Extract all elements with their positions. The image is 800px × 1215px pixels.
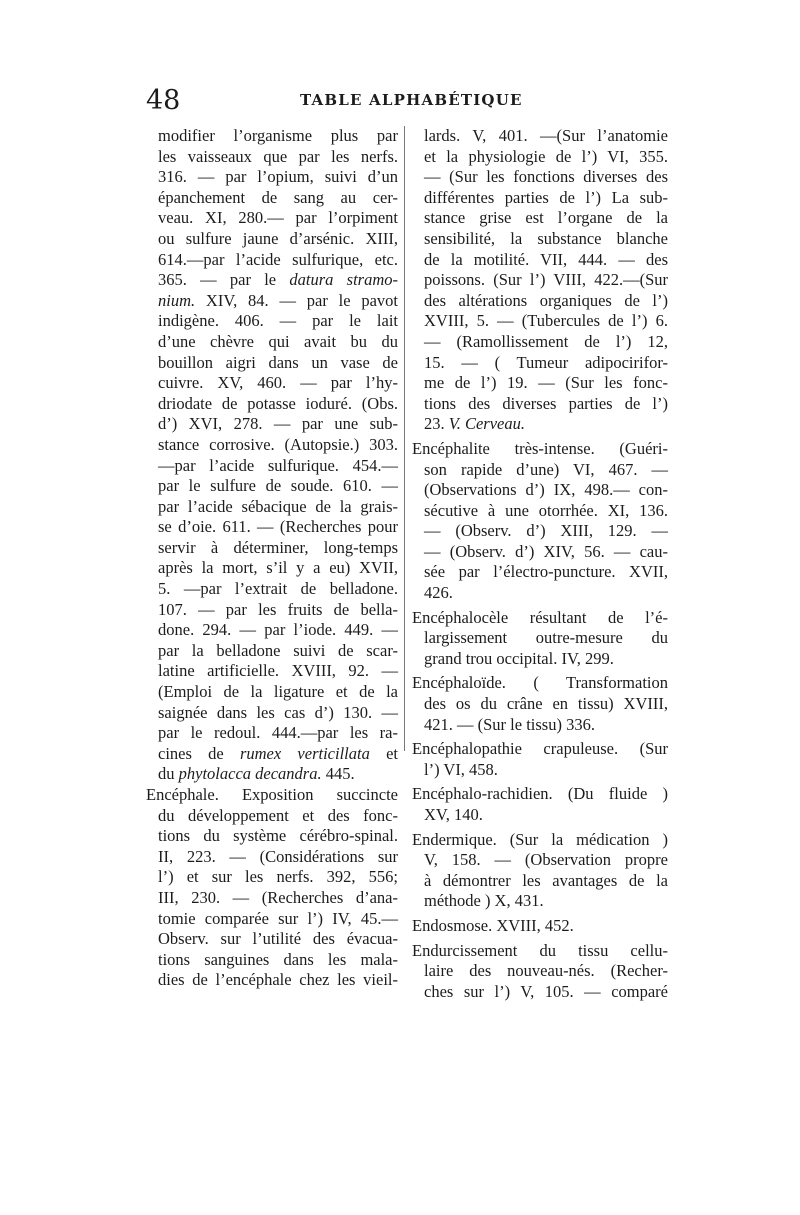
index-line bbox=[146, 353, 398, 374]
line-text: poissons. (Sur l’) VIII, 422.—(Sur bbox=[424, 270, 668, 290]
line-text: ou sulfure jaune d’arsénic. XIII, bbox=[158, 228, 398, 248]
line-text: des altérations organiques de l’) bbox=[424, 290, 668, 310]
index-line bbox=[146, 517, 398, 538]
index-line bbox=[146, 744, 398, 765]
line-text: XVIII, 5. — (Tubercules de l’) 6. bbox=[424, 311, 668, 331]
line-text: du développement et des fonc- bbox=[158, 805, 398, 825]
line-text: done. 294. — par l’iode. 449. — bbox=[158, 620, 398, 640]
line-text: sée par l’électro-puncture. XVII, bbox=[424, 562, 668, 582]
line-text: 107. — par les fruits de bella- bbox=[158, 599, 398, 619]
index-line bbox=[146, 641, 398, 662]
line-text: 316. — par l’opium, suivi d’un bbox=[158, 167, 398, 187]
index-line bbox=[146, 229, 398, 250]
line-text: sensibilité, la substance blanche bbox=[424, 228, 668, 248]
index-line bbox=[146, 867, 398, 888]
line-text: des os du crâne en tissu) XVIII, bbox=[424, 694, 668, 714]
italic-term: phytolacca decandra. bbox=[178, 764, 322, 784]
index-entry-line bbox=[412, 941, 668, 962]
line-text: 614.—par l’acide sulfurique, etc. bbox=[158, 249, 398, 269]
index-line bbox=[146, 332, 398, 353]
left-column bbox=[146, 126, 398, 991]
line-text: 426. bbox=[424, 583, 453, 603]
index-line bbox=[412, 311, 668, 332]
index-line bbox=[146, 764, 398, 785]
italic-term: rumex verticillata bbox=[239, 743, 370, 763]
line-text: méthode ) X, 431. bbox=[424, 891, 544, 911]
index-line bbox=[146, 208, 398, 229]
line-text: d’) XVI, 278. — par une sub- bbox=[158, 414, 398, 434]
line-text: —par l’acide sulfurique. 454.— bbox=[158, 455, 398, 475]
index-line bbox=[412, 562, 668, 583]
index-line bbox=[146, 291, 398, 312]
line-text: II, 223. — (Considérations sur bbox=[158, 846, 398, 866]
index-line bbox=[412, 694, 668, 715]
index-line bbox=[412, 291, 668, 312]
index-line bbox=[412, 480, 668, 501]
index-line bbox=[412, 270, 668, 291]
line-text: 421. — (Sur le tissu) 336. bbox=[424, 714, 595, 734]
line-text: différentes parties de l’) La sub- bbox=[424, 187, 668, 207]
index-line bbox=[146, 538, 398, 559]
index-line bbox=[146, 311, 398, 332]
line-text: l’) et sur les nerfs. 392, 556; bbox=[158, 867, 398, 887]
line-text: Encéphalopathie crapuleuse. (Sur bbox=[412, 739, 668, 759]
index-line bbox=[146, 682, 398, 703]
index-line bbox=[146, 435, 398, 456]
line-text: III, 230. — (Recherches d’ana- bbox=[158, 887, 398, 907]
line-text: latine artificielle. XVIII, 92. — bbox=[158, 661, 398, 681]
index-line bbox=[146, 620, 398, 641]
index-line bbox=[412, 188, 668, 209]
index-line bbox=[412, 760, 668, 781]
line-text: son rapide d’une) VI, 467. — bbox=[424, 459, 668, 479]
index-line bbox=[412, 982, 668, 1003]
index-line bbox=[146, 414, 398, 435]
index-line bbox=[146, 456, 398, 477]
line-text: Encéphalite très-intense. (Guéri- bbox=[412, 438, 668, 458]
right-column bbox=[412, 126, 668, 1002]
index-entry-line bbox=[412, 739, 668, 760]
line-text: tions des diverses parties de l’) bbox=[424, 393, 668, 413]
line-text: (Observations d’) IX, 498.— con- bbox=[424, 480, 668, 500]
index-line bbox=[146, 950, 398, 971]
index-line bbox=[146, 373, 398, 394]
line-text: sécutive à une otorrhée. XI, 136. bbox=[424, 500, 668, 520]
line-text: saignée dans les cas d’) 130. — bbox=[158, 702, 398, 722]
line-text: cines de bbox=[158, 743, 240, 763]
line-text: tions sanguines dans les mala- bbox=[158, 949, 398, 969]
line-text: Encéphale. Exposition succincte bbox=[146, 785, 398, 804]
index-line bbox=[412, 208, 668, 229]
index-line bbox=[412, 167, 668, 188]
index-line bbox=[146, 970, 398, 991]
index-line bbox=[146, 847, 398, 868]
index-line bbox=[146, 497, 398, 518]
index-line bbox=[146, 188, 398, 209]
index-line bbox=[412, 126, 668, 147]
italic-term: V. Cerveau. bbox=[448, 414, 525, 434]
line-text: Observ. sur l’utilité des évacua- bbox=[158, 929, 398, 949]
line-text: — (Ramollissement de l’) 12, bbox=[424, 331, 668, 351]
index-line bbox=[146, 806, 398, 827]
line-text: l’) VI, 458. bbox=[424, 759, 498, 779]
line-text: et la physiologie de l’) VI, 355. bbox=[424, 146, 668, 166]
line-text: XIV, 84. — par le pavot bbox=[195, 290, 398, 310]
index-line bbox=[412, 715, 668, 736]
line-text: du bbox=[158, 764, 179, 784]
line-text: Encéphalocèle résultant de l’é- bbox=[412, 607, 668, 627]
index-line bbox=[412, 871, 668, 892]
line-text: me de l’) 19. — (Sur les fonc- bbox=[424, 373, 668, 393]
index-line bbox=[146, 394, 398, 415]
index-line bbox=[412, 460, 668, 481]
line-text: — (Observ. d’) XIII, 129. — bbox=[424, 521, 668, 541]
index-entry-line bbox=[412, 916, 668, 937]
line-text: d’une chèvre qui avait bu du bbox=[158, 331, 398, 351]
line-text: Endurcissement du tissu cellu- bbox=[412, 940, 668, 960]
index-line bbox=[146, 147, 398, 168]
index-line bbox=[146, 270, 398, 291]
line-text: par le sulfure de soude. 610. — bbox=[158, 476, 398, 496]
index-line bbox=[412, 394, 668, 415]
line-text: cuivre. XV, 460. — par l’hy- bbox=[158, 373, 398, 393]
line-text: par la belladone suivi de scar- bbox=[158, 640, 398, 660]
line-text: Encéphaloïde. ( Transformation bbox=[412, 673, 668, 693]
page-number: 48 bbox=[146, 85, 181, 116]
index-line bbox=[146, 600, 398, 621]
index-line bbox=[412, 542, 668, 563]
italic-term: datura stramo- bbox=[289, 270, 398, 290]
index-line bbox=[412, 850, 668, 871]
index-line bbox=[412, 373, 668, 394]
line-text: 445. bbox=[321, 764, 355, 784]
line-text: XV, 140. bbox=[424, 805, 483, 824]
running-title: TABLE ALPHABÉTIQUE bbox=[300, 91, 523, 109]
index-line bbox=[146, 826, 398, 847]
index-line bbox=[412, 414, 668, 435]
index-line bbox=[412, 353, 668, 374]
line-text: V, 158. — (Observation propre bbox=[424, 850, 668, 870]
line-text: Endosmose. XVIII, 452. bbox=[412, 915, 574, 935]
index-line bbox=[146, 476, 398, 497]
index-line bbox=[146, 888, 398, 909]
index-line bbox=[146, 579, 398, 600]
line-text: — (Sur les fonctions diverses des bbox=[424, 167, 668, 187]
line-text: les vaisseaux que par les nerfs. bbox=[158, 146, 398, 166]
line-text: driodate de potasse ioduré. (Obs. bbox=[158, 393, 398, 413]
index-line bbox=[146, 167, 398, 188]
line-text: — (Observ. d’) XIV, 56. — cau- bbox=[424, 541, 668, 561]
index-line bbox=[412, 501, 668, 522]
index-entry-line bbox=[412, 784, 668, 805]
line-text: grand trou occipital. IV, 299. bbox=[424, 648, 614, 668]
index-line bbox=[146, 909, 398, 930]
line-text: par l’acide sébacique de la grais- bbox=[158, 496, 398, 516]
index-line bbox=[412, 628, 668, 649]
line-text: dies de l’encéphale chez les vieil- bbox=[158, 970, 398, 990]
line-text: Encéphalo-rachidien. (Du fluide ) bbox=[412, 784, 668, 804]
index-line bbox=[146, 250, 398, 271]
line-text: stance corrosive. (Autopsie.) 303. bbox=[158, 434, 398, 454]
index-line bbox=[412, 961, 668, 982]
index-line bbox=[412, 229, 668, 250]
index-line bbox=[412, 147, 668, 168]
index-line bbox=[146, 558, 398, 579]
index-entry-line bbox=[412, 673, 668, 694]
line-text: 365. — par le bbox=[158, 270, 290, 290]
line-text: largissement outre-mesure du bbox=[424, 628, 668, 648]
line-text: à démontrer les avantages de la bbox=[424, 870, 668, 890]
index-entry-line bbox=[412, 608, 668, 629]
line-text: se d’oie. 611. — (Recherches pour bbox=[158, 517, 398, 537]
index-line bbox=[146, 703, 398, 724]
line-text: de la motilité. VII, 444. — des bbox=[424, 249, 668, 269]
line-text: (Emploi de la ligature et de la bbox=[158, 682, 398, 702]
line-text: et bbox=[369, 743, 398, 763]
line-text: épanchement de sang au cer- bbox=[158, 187, 398, 207]
index-line bbox=[412, 649, 668, 670]
index-line bbox=[412, 250, 668, 271]
line-text: Endermique. (Sur la médication ) bbox=[412, 829, 668, 849]
index-line bbox=[412, 521, 668, 542]
index-line bbox=[146, 661, 398, 682]
line-text: 23. bbox=[424, 414, 449, 434]
index-line bbox=[412, 332, 668, 353]
index-entry-line bbox=[412, 439, 668, 460]
line-text: ches sur l’) V, 105. — comparé bbox=[424, 981, 668, 1001]
line-text: 15. — ( Tumeur adipocirifor- bbox=[424, 352, 668, 372]
index-line bbox=[146, 126, 398, 147]
line-text: tions du système cérébro-spinal. bbox=[158, 826, 398, 846]
line-text: 5. —par l’extrait de belladone. bbox=[158, 579, 398, 599]
line-text: indigène. 406. — par le lait bbox=[158, 311, 398, 331]
italic-term: nium. bbox=[158, 290, 196, 310]
index-line bbox=[412, 805, 668, 826]
index-line bbox=[412, 891, 668, 912]
line-text: par le redoul. 444.—par les ra- bbox=[158, 723, 398, 743]
index-entry-line bbox=[146, 785, 398, 806]
line-text: lards. V, 401. —(Sur l’anatomie bbox=[424, 126, 668, 145]
index-line bbox=[412, 583, 668, 604]
column-divider bbox=[404, 126, 405, 751]
line-text: après la mort, s’il y a eu) XVII, bbox=[158, 558, 398, 578]
index-line bbox=[146, 929, 398, 950]
line-text: stance grise est l’organe de la bbox=[424, 208, 668, 228]
line-text: laire des nouveau-nés. (Recher- bbox=[424, 961, 668, 981]
line-text: bouillon aigri dans un vase de bbox=[158, 352, 398, 372]
index-line bbox=[146, 723, 398, 744]
index-entry-line bbox=[412, 830, 668, 851]
line-text: tomie comparée sur l’) IV, 45.— bbox=[158, 908, 398, 928]
line-text: modifier l’organisme plus par bbox=[158, 126, 398, 145]
line-text: servir à déterminer, long-temps bbox=[158, 537, 398, 557]
line-text: veau. XI, 280.— par l’orpiment bbox=[158, 208, 398, 228]
